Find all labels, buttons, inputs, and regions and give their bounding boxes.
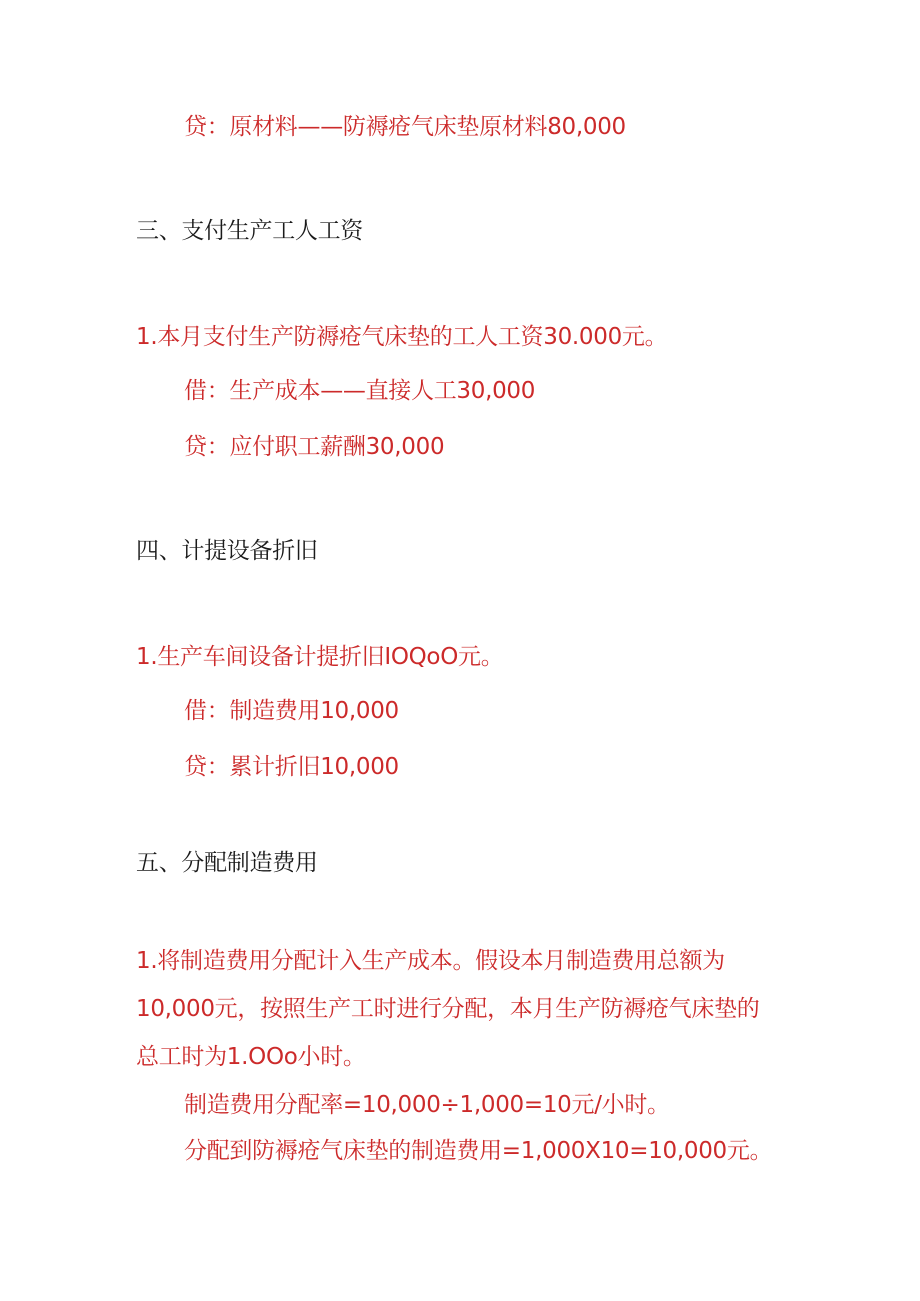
allocation-paragraph-line-2: 10,000元，按照生产工时进行分配，本月生产防褥疮气床垫的 bbox=[136, 996, 760, 1022]
section-heading-allocate-overhead: 五、分配制造费用 bbox=[136, 850, 318, 876]
section-heading-depreciation: 四、计提设备折旧 bbox=[136, 538, 318, 564]
credit-payroll-line: 贷：应付职工薪酬30,000 bbox=[184, 434, 445, 460]
depreciation-paragraph: 1.生产车间设备计提折旧IOQoO元。 bbox=[136, 644, 504, 670]
wages-paragraph: 1.本月支付生产防褥疮气床垫的工人工资30.000元。 bbox=[136, 324, 668, 350]
allocation-paragraph-line-3: 总工时为1.OOo小时。 bbox=[136, 1044, 366, 1070]
credit-raw-materials-line: 贷：原材料——防褥疮气床垫原材料80,000 bbox=[184, 114, 626, 140]
allocated-overhead-line: 分配到防褥疮气床垫的制造费用=1,000X10=10,000元。 bbox=[184, 1138, 773, 1164]
section-heading-pay-wages: 三、支付生产工人工资 bbox=[136, 218, 364, 244]
credit-accumulated-depreciation-line: 贷：累计折旧10,000 bbox=[184, 754, 399, 780]
debit-overhead-line: 借：制造费用10,000 bbox=[184, 698, 399, 724]
allocation-rate-line: 制造费用分配率=10,000÷1,000=10元/小时。 bbox=[184, 1092, 670, 1118]
allocation-paragraph-line-1: 1.将制造费用分配计入生产成本。假设本月制造费用总额为 bbox=[136, 948, 725, 974]
debit-direct-labor-line: 借：生产成本——直接人工30,000 bbox=[184, 378, 536, 404]
